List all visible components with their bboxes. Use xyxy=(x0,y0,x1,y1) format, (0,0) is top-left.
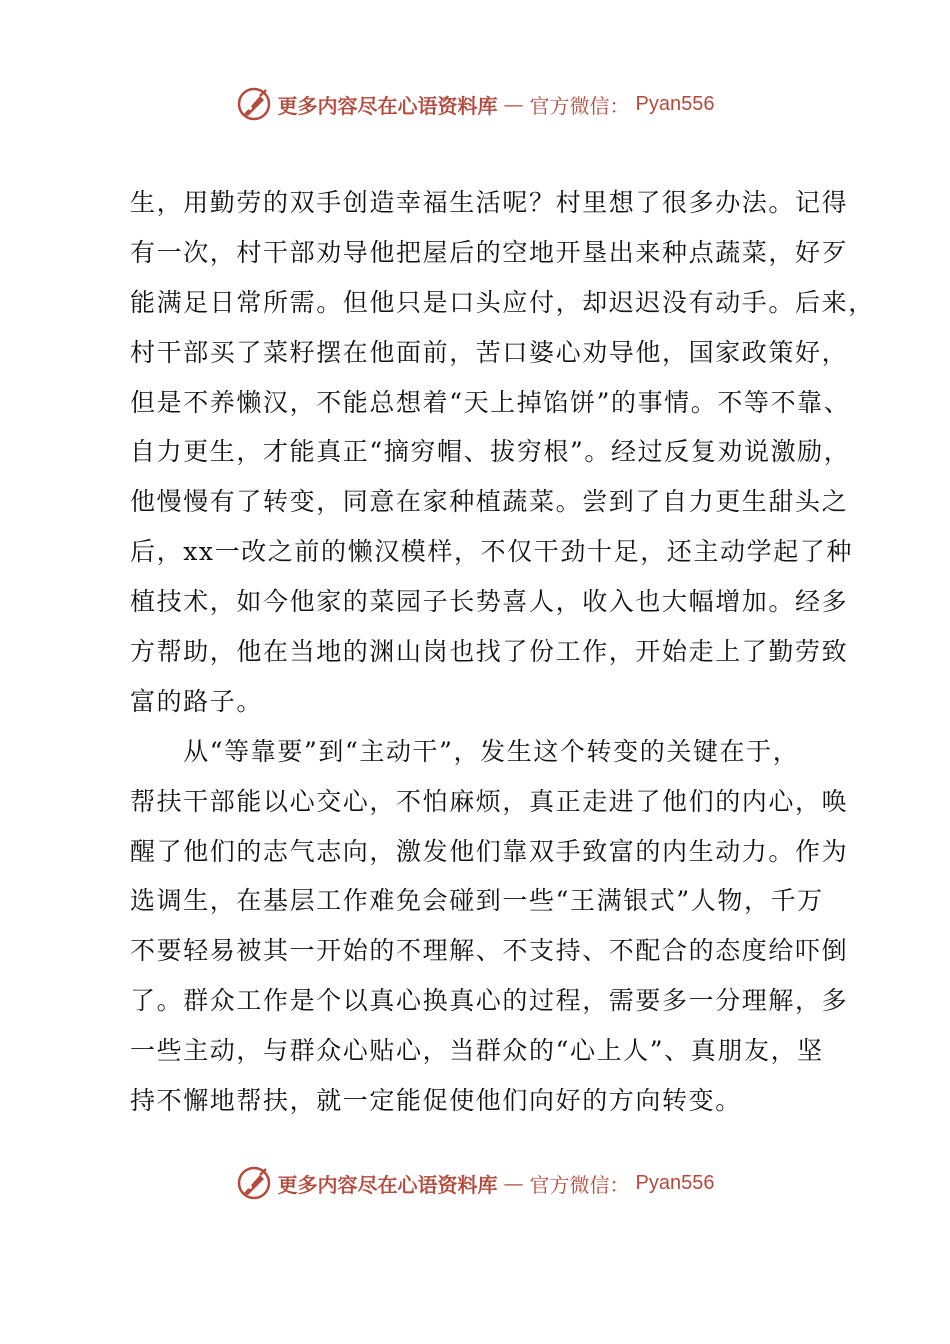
footer-main-text: 更多内容尽在心语资料库 xyxy=(277,1172,498,1197)
text-line: 后，xx一改之前的懒汉模样，不仅干劲十足，还主动学起了种 xyxy=(130,537,854,567)
text-line: 了。群众工作是个以真心换真心的过程，需要多一分理解，多 xyxy=(130,986,849,1016)
text-line: 帮扶干部能以心交心，不怕麻烦，真正走进了他们的内心，唤 xyxy=(130,786,849,816)
header-main-text: 更多内容尽在心语资料库 xyxy=(277,93,498,118)
text-line: 他慢慢有了转变，同意在家种植蔬菜。尝到了自力更生甜头之 xyxy=(130,487,849,517)
footer-sub-text: 官方微信： xyxy=(529,1172,630,1197)
footer-dash: — xyxy=(503,1171,524,1195)
text-line: 不要轻易被其一开始的不理解、不支持、不配合的态度给吓倒 xyxy=(130,936,849,966)
header-wechat-id: Pyan556 xyxy=(635,92,715,115)
header-banner xyxy=(0,84,950,124)
header-sub-text: 官方微信： xyxy=(529,93,630,118)
text-line: 方帮助，他在当地的渊山岗也找了份工作，开始走上了勤劳致 xyxy=(130,637,849,667)
footer-wechat-id: Pyan556 xyxy=(635,1171,715,1194)
document-body xyxy=(130,178,875,1126)
text-line: 选调生，在基层工作难免会碰到一些“王满银式”人物，千万 xyxy=(130,886,824,916)
header-dash: — xyxy=(503,92,524,116)
text-line: 但是不养懒汉，不能总想着“天上掉馅饼”的事情。不等不靠、 xyxy=(130,387,851,417)
text-line: 生，用勤劳的双手创造幸福生活呢？村里想了很多办法。记得 xyxy=(130,188,849,217)
text-line: 村干部买了菜籽摆在他面前，苦口婆心劝导他，国家政策好， xyxy=(130,337,849,367)
text-line: 持不懈地帮扶，就一定能促使他们向好的方向转变。 xyxy=(130,1086,742,1116)
footer-banner xyxy=(0,1163,950,1203)
pen-logo-icon xyxy=(236,86,272,122)
text-line: 能满足日常所需。但他只是口头应付，却迟迟没有动手。后来， xyxy=(130,287,875,317)
text-line: 有一次，村干部劝导他把屋后的空地开垦出来种点蔬菜，好歹 xyxy=(130,237,849,267)
text-line: 自力更生，才能真正“摘穷帽、拔穷根”。经过反复劝说激励， xyxy=(130,437,851,467)
text-line: 一些主动，与群众心贴心，当群众的“心上人”、真朋友，坚 xyxy=(130,1036,824,1066)
pen-logo-icon xyxy=(236,1165,272,1201)
text-line: 富的路子。 xyxy=(130,686,264,716)
text-line: 植技术，如今他家的菜园子长势喜人，收入也大幅增加。经多 xyxy=(130,587,849,617)
text-line: 从“等靠要”到“主动干”，发生这个转变的关键在于， xyxy=(130,736,800,766)
text-line: 醒了他们的志气志向，激发他们靠双手致富的内生动力。作为 xyxy=(130,836,849,866)
